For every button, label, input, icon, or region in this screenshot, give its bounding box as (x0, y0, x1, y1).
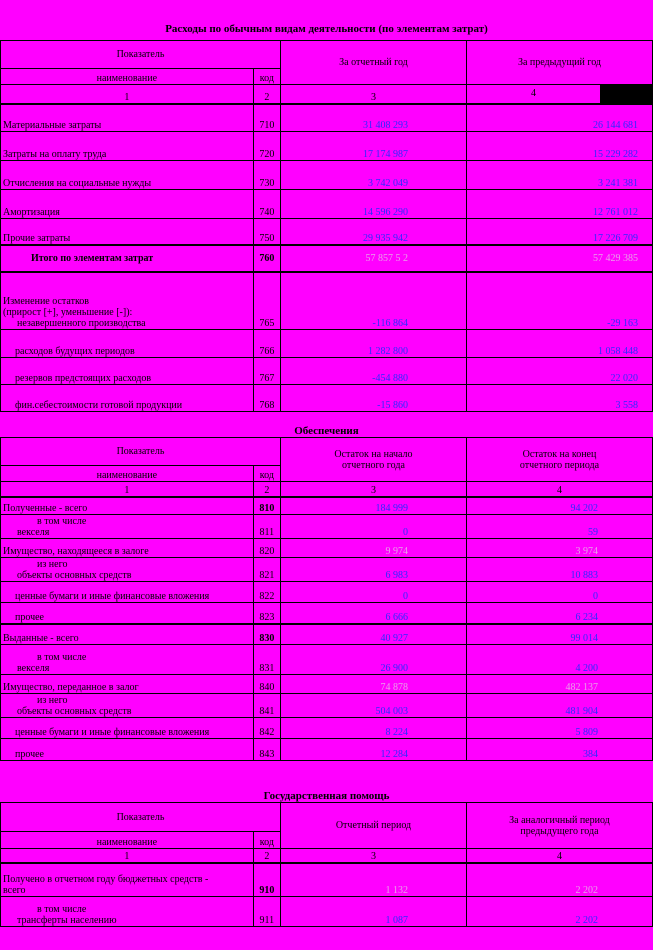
row-subheading: в том числе (37, 904, 87, 915)
row-code: 842 (253, 718, 280, 739)
row-name: объекты основных средств (17, 706, 132, 717)
row-name: прочее (1, 603, 254, 624)
table-row (1, 161, 653, 190)
row-code: 720 (253, 132, 280, 161)
col-number-1: 1 (1, 849, 254, 863)
row-value-end: 482 137 (466, 675, 652, 694)
header-name: наименование (1, 68, 254, 84)
row-name: векселя (17, 527, 50, 538)
header-previous-year: За предыдущий год (466, 40, 652, 84)
row-name-cell (1, 694, 254, 718)
row-name: расходов будущих периодов (1, 330, 254, 358)
row-name-cell (1, 897, 254, 927)
row-name: Амортизация (1, 190, 254, 219)
table-row (1, 558, 653, 582)
col-number-3: 3 (280, 84, 466, 104)
section-title-expenses: Расходы по обычным видам деятельности (по элементам затрат) (1, 18, 653, 40)
row-value-previous: 57 429 385 (466, 245, 652, 272)
col-number-4 (466, 84, 652, 104)
row-value-start: 9 974 (280, 539, 466, 558)
col-number-4-label: 4 (530, 87, 536, 99)
row-code: 767 (253, 358, 280, 385)
row-value-previous: 2 202 (466, 897, 652, 927)
row-name: Итого по элементам затрат (1, 245, 254, 272)
row-value-current: 17 174 987 (280, 132, 466, 161)
row-name: объекты основных средств (17, 570, 132, 581)
row-value-current: -15 860 (280, 385, 466, 412)
table-row (1, 645, 653, 675)
table-row (1, 539, 653, 558)
header-start-line2: отчетного года (342, 459, 405, 471)
row-value-end: 3 974 (466, 539, 652, 558)
col-number-3: 3 (280, 482, 466, 497)
row-value-start: 0 (280, 515, 466, 539)
table-row (1, 272, 653, 330)
row-value-current: 3 742 049 (280, 161, 466, 190)
header-prior-line2: предыдущего года (520, 825, 599, 837)
row-name-cell (1, 515, 254, 539)
table-row (1, 104, 653, 132)
row-value-previous: 3 241 381 (466, 161, 652, 190)
table-row (1, 718, 653, 739)
change-row-name: незавершенного производства (17, 318, 146, 329)
header-prior-period (466, 803, 652, 849)
row-code: 766 (253, 330, 280, 358)
row-name: резервов предстоящих расходов (1, 358, 254, 385)
row-value-previous: 22 020 (466, 358, 652, 385)
row-value-current: -454 880 (280, 358, 466, 385)
row-value-end: 6 234 (466, 603, 652, 624)
row-value-end: 99 014 (466, 624, 652, 645)
row-value-start: 504 003 (280, 694, 466, 718)
col-number-3: 3 (280, 849, 466, 863)
row-code: 820 (253, 539, 280, 558)
header-current-year: За отчетный год (280, 40, 466, 84)
row-name: Затраты на оплату труда (1, 132, 254, 161)
row-value-current: 29 935 942 (280, 219, 466, 245)
header-name: наименование (1, 832, 254, 849)
row-value-previous: 3 558 (466, 385, 652, 412)
row-name-cell (1, 558, 254, 582)
row-value-start: 26 900 (280, 645, 466, 675)
row-value-start: 12 284 (280, 739, 466, 761)
row-code: 910 (253, 863, 280, 897)
table-row (1, 132, 653, 161)
header-end-line1: Остаток на конец (522, 448, 597, 460)
header-end-balance (466, 438, 652, 482)
row-name: Имущество, находящееся в залоге (1, 539, 254, 558)
table-row (1, 497, 653, 515)
col-number-1: 1 (1, 84, 254, 104)
row-value-end: 5 809 (466, 718, 652, 739)
row-value-start: 74 878 (280, 675, 466, 694)
row-value-start: 6 666 (280, 603, 466, 624)
table-row (1, 358, 653, 385)
row-value-previous: 12 761 012 (466, 190, 652, 219)
row-code: 830 (253, 624, 280, 645)
row-value-end: 4 200 (466, 645, 652, 675)
row-value-end: 384 (466, 739, 652, 761)
header-end-line2: отчетного периода (519, 459, 600, 471)
row-code: 768 (253, 385, 280, 412)
row-code: 841 (253, 694, 280, 718)
row-code: 822 (253, 582, 280, 603)
col-number-2: 2 (253, 84, 280, 104)
row-name-cell (1, 645, 254, 675)
row-name: Прочие затраты (1, 219, 254, 245)
row-subheading: из него (37, 559, 68, 570)
row-code: 811 (253, 515, 280, 539)
row-value-previous: 1 058 448 (466, 330, 652, 358)
header-reporting-period: Отчетный период (280, 803, 466, 849)
row-value-start: 8 224 (280, 718, 466, 739)
row-name: ценные бумаги и иные финансовые вложения (1, 582, 254, 603)
row-subheading: в том числе (37, 516, 87, 527)
row-subheading: в том числе (37, 652, 87, 663)
row-name-cell (1, 863, 254, 897)
row-name: Отчисления на социальные нужды (1, 161, 254, 190)
header-start-line1: Остаток на начало (334, 448, 413, 460)
row-value-previous: -29 163 (466, 272, 652, 330)
col-number-4: 4 (466, 482, 652, 497)
table-row (1, 219, 653, 245)
header-start-balance (280, 438, 466, 482)
table-row (1, 694, 653, 718)
table-row (1, 863, 653, 897)
row-code: 765 (253, 272, 280, 330)
row-name: прочее (1, 739, 254, 761)
col-number-2: 2 (253, 482, 280, 497)
table-row (1, 385, 653, 412)
row-name: Имущество, переданное в залог (1, 675, 254, 694)
row-value-current: 31 408 293 (280, 104, 466, 132)
table-row (1, 624, 653, 645)
row-value-start: 6 983 (280, 558, 466, 582)
row-code: 821 (253, 558, 280, 582)
col-number-1: 1 (1, 482, 254, 497)
row-code: 823 (253, 603, 280, 624)
row-subheading: из него (37, 695, 68, 706)
black-fill-block (600, 85, 652, 103)
row-value-end: 0 (466, 582, 652, 603)
header-indicator: Показатель (1, 803, 281, 832)
row-name: Выданные - всего (1, 624, 254, 645)
row-value-current: 14 596 290 (280, 190, 466, 219)
row-code: 840 (253, 675, 280, 694)
header-code: код (253, 466, 280, 482)
section-title-securities: Обеспечения (1, 412, 653, 438)
row-name-change (1, 272, 254, 330)
row-value-previous: 17 226 709 (466, 219, 652, 245)
row-value-start: 0 (280, 582, 466, 603)
table-row-total (1, 245, 653, 272)
table-row (1, 739, 653, 761)
section-title-state-aid: Государственная помощь (1, 761, 653, 803)
row-name: трансферты населению (17, 915, 117, 926)
table-row (1, 330, 653, 358)
row-code: 760 (253, 245, 280, 272)
row-code: 911 (253, 897, 280, 927)
row-name: Материальные затраты (1, 104, 254, 132)
row-name-line2: всего (3, 885, 26, 896)
header-prior-line1: За аналогичный период (509, 814, 610, 826)
row-code: 810 (253, 497, 280, 515)
change-label-1: Изменение остатков (3, 296, 90, 307)
row-value-end: 481 904 (466, 694, 652, 718)
row-value-current: 57 857 5 2 (280, 245, 466, 272)
row-code: 710 (253, 104, 280, 132)
row-code: 843 (253, 739, 280, 761)
row-value-current: 1 132 (280, 863, 466, 897)
row-value-current: 1 282 800 (280, 330, 466, 358)
table-row (1, 897, 653, 927)
table-row (1, 190, 653, 219)
header-name: наименование (1, 466, 254, 482)
header-indicator: Показатель (1, 40, 281, 68)
row-code: 831 (253, 645, 280, 675)
table-row (1, 675, 653, 694)
row-value-previous: 15 229 282 (466, 132, 652, 161)
row-value-current: -116 864 (280, 272, 466, 330)
table-row (1, 582, 653, 603)
row-value-previous: 2 202 (466, 863, 652, 897)
row-value-end: 59 (466, 515, 652, 539)
table-row (1, 515, 653, 539)
row-name: фин.себестоимости готовой продукции (1, 385, 254, 412)
row-value-previous: 26 144 681 (466, 104, 652, 132)
col-number-4: 4 (466, 849, 652, 863)
row-code: 750 (253, 219, 280, 245)
row-name: Полученные - всего (1, 497, 254, 515)
row-code: 730 (253, 161, 280, 190)
row-name: векселя (17, 663, 50, 674)
row-value-end: 94 202 (466, 497, 652, 515)
row-value-start: 40 927 (280, 624, 466, 645)
col-number-2: 2 (253, 849, 280, 863)
row-name-line1: Получено в отчетном году бюджетных средств - (3, 874, 209, 885)
change-label-2: (прирост [+], уменьшение [-]): (3, 307, 133, 318)
table-row (1, 603, 653, 624)
row-name: ценные бумаги и иные финансовые вложения (1, 718, 254, 739)
row-code: 740 (253, 190, 280, 219)
row-value-start: 184 999 (280, 497, 466, 515)
header-code: код (253, 832, 280, 849)
row-value-end: 10 883 (466, 558, 652, 582)
header-indicator: Показатель (1, 438, 281, 466)
header-code: код (253, 68, 280, 84)
row-value-current: 1 087 (280, 897, 466, 927)
